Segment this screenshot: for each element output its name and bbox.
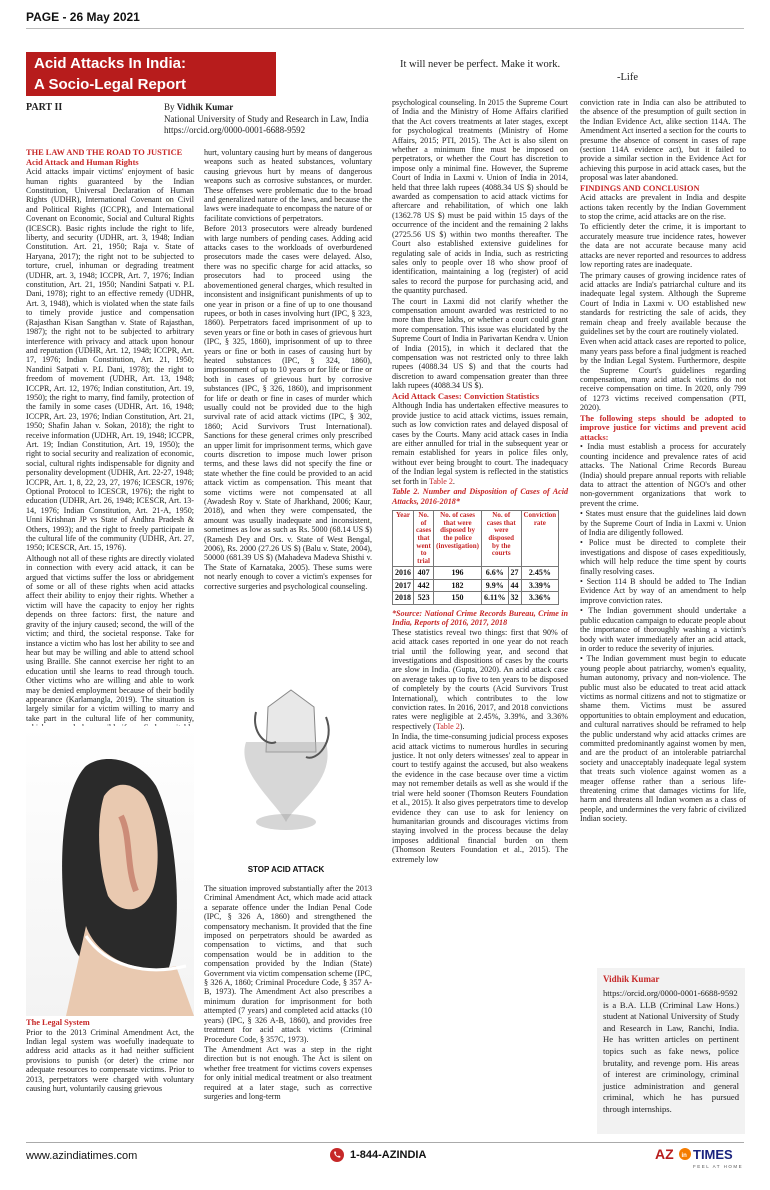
table-cell: 2018 bbox=[393, 592, 414, 604]
section-heading-law: THE LAW AND THE ROAD TO JUSTICE bbox=[26, 148, 183, 157]
paragraph: The primary causes of growing incidence rates of acid attacks are India's patriarchal culture and its inadequate legal system. Although the Supreme Court of India in Laxmi v. UO established new standards for restricting the sale of acids, they remain cheap and freely available because the guidelines set by the court are routinely violated. bbox=[580, 270, 746, 336]
paragraph-text: . bbox=[452, 476, 455, 486]
table-header-cell: No. of cases that were disposed by the police (investigation) bbox=[434, 511, 482, 567]
table-cell: 44 bbox=[508, 579, 521, 591]
paragraph-text: ). bbox=[459, 721, 465, 731]
table-cell: 6.11% bbox=[481, 592, 508, 604]
page-label: PAGE - 26 May 2021 bbox=[26, 10, 140, 24]
table-source: *Source: National Crime Records Bureau, Crime in India, Reports of 2016, 2017, 2018 bbox=[392, 608, 568, 628]
column-1-bottom bbox=[26, 1018, 194, 1138]
byline-orcid[interactable]: https://orcid.org/0000-0001-6688-9592 bbox=[164, 125, 306, 135]
bullet-item: • The Indian government should undertake a public education campaign to educate people about the importance of thoroughly washing a victim's body with water immediately after an acid attack, in order to reduce the severity of injuries. bbox=[580, 606, 746, 653]
paragraph: Acid attacks impair victims' enjoyment of basic human rights guaranteed by the Indian Constitution, Universal Declaration of Human Rights (UDHR), International Covenant on Civil and Political Rights (ICCPR), and International Covenant on Economic, Social and Cultural Rights (ICESCR). Basic rights include the right to life, liberty, and security (UDHR, art. 3, 1948; Indian Constitution. Art. 21, 1950; Raja v. State of Haryana, 2017); the right not to be subjected to torture, cruel, inhuman or degrading treatment (UDHR, art. 3, 1948; ICCPR, Art. 7, 1976; Indian constitution, Art. 21, 1950; Nandini Satpati v. P.L Dani, 1978); right to an effective remedy (UDHR, Art. 3, 1948), which is violated when the state fails to timely provide justice and compensation (Rajasthan Kisan Sangthan v. State of Rajasthan, 1987); the right not to be subjected to arbitrary interference with privacy and attack upon honour and reputation (UDHR, Art. 12, 1948; ICCPR, Art. 17, 1976; Indian Constitution, Art. 21, 1950; Nandini Satpati v. P.L Dani, 1978); the right to freedom of movement (UDHR, Art. 13, 1948; ICCPR, Art. 12, 1976; Indian constitution, Art. 19, 1950); the right to marry, find family, protection of the family in some cases (UDHR, Art. 16, 1948; ICCPR, Art. 23, 1976; Indian Constitution, Art. 21, 1950; Shafin Jahan v. Sokan, 2018); the right to receive information (UDHR, Art. 19, 1948; ICCPR, Art. 19; Indian Constitution, Art. 19, 1950); the right to social security and realization of economic, social, cultural rights indispensable for dignity and personality development (UDHR, Art. 22-27, 1948; ICCPR, Art. 1, 8, 22, 23, 27, 1976; ICESCR, 1976; Optional Protocol to ICESCR, 1976); the right to education (UDHR, Art. 26, 1948; ICESCR, Art. 13-14, 1976; Indian Constitution, Art. 21-A, 1950; Unni Krishnan JP vs State of Andhra Pradesh & Others, 1993); and the right to freely participate in the cultural life of the community (UDHR, Art. 27, 1950; ICESCR, Art. 15, 1976). bbox=[26, 167, 194, 553]
table-cell: 196 bbox=[434, 567, 482, 579]
phone-icon bbox=[330, 1148, 344, 1162]
section-heading-steps: The following steps should be adopted to improve justice for victims and prevent acid attacks: bbox=[580, 413, 746, 442]
part-label: PART II bbox=[26, 102, 63, 113]
column-4 bbox=[580, 98, 746, 964]
paragraph: The court in Laxmi did not clarify whether the compensation amount awarded was restricted to no more than three lakhs, or whether a court could grant more compensation. This issue was elucidated by the Supreme Court of India in Parivartan Kendra v. Union of India (2015), in which it declared that the compensation was not restricted only to three lakh rupees (4088.34 US $) and that the courts had discretion to award compensation greater than three lakh rupees (4088.34 US $). bbox=[392, 296, 568, 391]
section-heading-findings: FINDINGS AND CONCLUSION bbox=[580, 183, 700, 193]
acid-victim-illustration bbox=[26, 726, 194, 1016]
footer-phone-number: 1-844-AZINDIA bbox=[350, 1149, 427, 1161]
article-title-line2 bbox=[26, 74, 276, 96]
paragraph: Even when acid attack cases are reported to police, many years pass before a final judgment is reached by the Indian Legal System. Furthermore, despite the Supreme Court's guidelines regarding compensation, many acid attack victims do not receive compensation on time. In 2020, only 799 of 1273 victims received compensation (PTI, 2020). bbox=[580, 337, 746, 413]
bullet-item: • The Indian government must begin to educate young people about patriarchy, women's equality, human autonomy, privacy and non-violence. The public must also be educated to treat acid attack victims as normal citizens and not to stigmatize or shame them. Victims must be assured opportunities to obtain employment and education, and cultural narratives should be reframed to help the public understand why acid attacks crimes are committed predominantly against women by men, and are the product of an intolerable patriarchal society and unacceptably inadequate legal system that treats such violence against women as a meager offense rather than a serious life-threatening crime that damages victims for life, harm and threatens all Indian women as a class of people, and undermines the very fabric of civilized Indian society. bbox=[580, 654, 746, 824]
bullet-item: • States must ensure that the guidelines laid down by the Supreme Court of India in Laxmi v. Union of India are diligently followed. bbox=[580, 509, 746, 538]
table-header-cell: No. of cases that went to trial bbox=[414, 511, 434, 567]
column-2 bbox=[204, 148, 372, 672]
table-cell: 182 bbox=[434, 579, 482, 591]
column-1 bbox=[26, 148, 194, 726]
byline-prefix: By bbox=[164, 102, 175, 112]
top-rule bbox=[26, 28, 744, 29]
conviction-table bbox=[392, 510, 559, 604]
table-reference[interactable]: Table 2 bbox=[435, 721, 460, 731]
paragraph: The situation improved substantially after the 2013 Criminal Amendment Act, which made acid attack a separate offence under the Indian Penal Code (IPC, § 326 A, 1860) and strengthened the compensatory mechanism. It provided that the fine imposed on perpetrators should be awarded as compensation to victims, and that such compensation would be in addition to the compensation provided by the Indian (State) Government via victim compensation scheme (IPC, § 326 A, 1860; Criminal Procedure Code, § 357 A-B, 1973). The Amendment Act also prescribes a minimum duration for imprisonment for both attempted (7 years) and completed acid attacks (10 years) (IPC, § 326 A-B, 1860), and provides free treatment for acid attack victims (Criminal Procedure Code, § 357C, 1973). bbox=[204, 884, 372, 1044]
paragraph bbox=[392, 401, 568, 486]
section-heading-conviction-statistics: Acid Attack Cases: Conviction Statistics bbox=[392, 390, 540, 401]
table-row bbox=[393, 592, 559, 604]
paragraph: To efficiently deter the crime, it is important to accurately measure true incidence rates, however the data are not accurate because many acid attacks are never reported and resources to address low reporting rates are inadequate. bbox=[580, 222, 746, 270]
paragraph: The Amendment Act was a step in the right direction but is not enough. The Act is silent on whether free treatment for victims covers expenses for only initial medical treatment or also treatment required at a later stage, such as corrective surgeries and long-term bbox=[204, 1044, 372, 1101]
byline-affiliation: National University of Study and Research in Law, India bbox=[164, 113, 369, 124]
table-cell: 3.39% bbox=[521, 579, 559, 591]
paragraph: conviction rate in India can also be attributed to the absence of the presumption of guilt section in the Indian Evidence Act, alike section 114A. The Amendment Act inserted a section for the courts to presume the absence of consent in cases of rape (section 114A evidence act), but it failed to provide a similar section in the Evidence Act for achieving this purpose in acid attack cases, but the proposal was later abandoned. bbox=[580, 98, 746, 183]
table-cell: 27 bbox=[508, 567, 521, 579]
column-2-bottom bbox=[204, 884, 372, 1138]
stop-acid-attack-caption: STOP ACID ATTACK bbox=[247, 865, 325, 874]
table-cell: 442 bbox=[414, 579, 434, 591]
svg-text:in: in bbox=[681, 1153, 687, 1159]
table-cell: 523 bbox=[414, 592, 434, 604]
epigraph-quote bbox=[400, 58, 660, 84]
table-header-cell: Conviction rate bbox=[521, 511, 559, 567]
table-cell: 3.36% bbox=[521, 592, 559, 604]
paragraph: hurt, voluntary causing hurt by means of dangerous weapons such as heated substances, voluntary causing grievous hurt by means of dangerous weapons such as corrosive substances, or murder. These offenses were problematic due to the broad and generalized nature of the laws, and because the laws were inadequate to encompass the nature of or facilitate convictions of perpetrators. bbox=[204, 148, 372, 223]
table-cell: 32 bbox=[508, 592, 521, 604]
table-cell: 2.45% bbox=[521, 567, 559, 579]
table-row bbox=[393, 567, 559, 579]
table-header-row bbox=[393, 511, 559, 567]
table-cell: 407 bbox=[414, 567, 434, 579]
footer-rule bbox=[26, 1142, 744, 1143]
table-header-cell: No. of cases that were disposed by the courts bbox=[481, 511, 521, 567]
title-line2-text: A Socio-Legal Report bbox=[34, 76, 186, 93]
paragraph bbox=[392, 628, 568, 731]
column-3 bbox=[392, 98, 568, 1138]
bullet-item: • Police must be directed to complete their investigations and dispose of cases expeditiously, which will help reduce the time spent by courts finally resolving cases. bbox=[580, 538, 746, 576]
paragraph: In India, the time-consuming judicial process exposes acid attack victims to numerous hurdles in securing justice. It not only deters witnesses' zeal to appear in court to testify against the accused, but also weakens the evidence in the case because over time a victim may not remember details as well as she would if the trial were held sooner (Thomson Reuters Foundation et al., 2015). It also gives perpetrators time to develop evidence they can use to ask for leniency on humanitarian grounds and discourages victims from staying involved in the process because the delay imposes additional financial burden on them (Thomson Reuters Foundation et al., 2015). The extremely low bbox=[392, 732, 568, 864]
table-cell: 2017 bbox=[393, 579, 414, 591]
logo-tagline: FEEL AT HOME bbox=[693, 1164, 744, 1169]
paragraph: Acid attacks are prevalent in India and despite actions taken recently by the Indian Government to stop the crime, acid attacks are on the rise. bbox=[580, 193, 746, 222]
byline-author: Vidhik Kumar bbox=[176, 102, 234, 112]
paragraph-text: Although India has undertaken effective measures to provide justice to acid attack victims, issues remain, such as low conviction rates and delayed disposal of cases by the Courts. Many acid attack cases in India are either annulled for trial in the subsequent year or remain established for years in police files only, without ever being brought to court. The inadequacy of the Indian legal system is reflected in the statistics set forth in bbox=[392, 401, 568, 486]
table-cell: 9.9% bbox=[481, 579, 508, 591]
quote-author: -Life bbox=[617, 72, 638, 83]
svg-text:AZ: AZ bbox=[655, 1146, 674, 1162]
bio-title: Vidhik Kumar bbox=[603, 974, 660, 984]
paragraph-text: These statistics reveal two things: first that 90% of acid attack cases reported in one year do not reach trial until the following year, and second that investigations and dispositions of cases by the courts are slow in India. (Gupta, 2020). An acid attack case on average takes up to five to ten years to be disposed of completely by the courts (Acid Survivors Trust International), which contributes to the low conviction rates. In 2016, 2017, and 2018 convictions rates were negligible at 2.45%, 3.39%, and 3.36% respectively ( bbox=[392, 627, 568, 731]
footer-phone[interactable] bbox=[330, 1148, 426, 1162]
paragraph: Before 2013 prosecutors were already burdened with large numbers of pending cases. Adding acid attacks cases to the workloads of overburdened prosecutors made the cases were delayed. Also, there was no specific charge for acid attacks, so prosecutors had to proceed using the abovementioned general charges, which resulted in inconsistent and insignificant punishments of up to one year in prison or a fine of up to one thousand rupees, or both in cases involving hurt (IPC, § 323, 1860). Perpetrators faced imprisonment of up to seven years or fine or both in cases of grievous hurt (IPC, § 325, 1860), imprisonment of up to three years or fine or both in cases of causing hurt by heated substances (IPC, § 324, 1860), imprisonment of up to 10 years or for life or fine or both in cases of grievous hurt by corrosive substances (IPC, § 326, 1860), and imprisonment for life or death or fine in cases of murder which usually could not be provided due to the high survival rate of acid attack victims (IPC, § 302, 1860; Acid Survivors Trust International). Sanctions for these general crimes only prescribed an upper limit for imprisonment terms, which gave courts discretion to impose much lower prison terms, and these laws did not specify the fine or state whether the fine could be provided to an acid attack victim as compensation. This meant that some victims were not compensated at all (Awadesh Roy v. State of Jharkhand, 2006; Kaur, 2018), and when they were compensated, the amount was usually inadequate and inconsistent, sometimes as low as such as Rs. 5000 (68.14 US $) (Ramesh Dey and Ors. v. State of West Bengal, 2006), Rs. 2000 (27.26 US $) (Balu v. State, 2004), 50000 (681.39 US $) (Mahadeva Madeva Shisthi v. The State of Karnataka, 2005). These sums were not nearly enough to cover a victim's expenses for corrective surgeries and psychological counseling. bbox=[204, 224, 372, 591]
table-cell: 6.6% bbox=[481, 567, 508, 579]
table-header-cell: Year bbox=[393, 511, 414, 567]
stop-acid-attack-image bbox=[196, 672, 376, 882]
title-line1-text: Acid Attacks In India: bbox=[34, 55, 186, 72]
table-cell: 2016 bbox=[393, 567, 414, 579]
quote-text: It will never be perfect. Make it work. bbox=[400, 59, 561, 70]
paragraph: psychological counseling. In 2015 the Supreme Court of India and the Ministry of Home Affairs clarified that the Act covers treatments at later stages, except for psychological treatments (Ministry of Home Affairs, 2015; PTI, 2015). The Act is also silent on whether a minimum fine must be imposed on perpetrators, or whether the Court has discretion to impose only a minimal fine. However, the Supreme Court of India in Laxmi v. Union of India in 2014, held that three lakh rupees (4088.34 US $) should be awarded as compensation to acid attack victims for aftercare and rehabilitation, of which one lakh (1362.78 US $) must be paid within 15 days of the occurrence of the incident and the remaining 2 lakhs (2725.56 US $) within two months thereafter. The Court also established extensive guidelines for regulating sale of acids in India, such as restricting sales only to people over 18 who show proof of identification, maintaining a log (register) of acid sales to record the purpose for purchasing acid, and the quantity purchased. bbox=[392, 98, 568, 296]
bio-text: https://orcid.org/0000-0001-6688-9592 is a B.A. LLB (Criminal Law Hons.) student at National University of Study and Research in Law, Ranchi, India. He has written articles on pertinent topics such as fake news, police brutality, and revenge porn. His areas of interest are criminology, criminal justice administration and general criminal, which he has pursued through internships. bbox=[603, 988, 739, 1114]
svg-text:TIMES: TIMES bbox=[693, 1147, 733, 1162]
section-heading-human-rights: Acid Attack and Human Rights bbox=[26, 157, 139, 167]
footer-website-link[interactable]: www.azindiatimes.com bbox=[26, 1150, 138, 1162]
table-row bbox=[393, 579, 559, 591]
paragraph: Although not all of these rights are directly violated in connection with every acid attack, it can be argued that victims suffer the loss or abridgement of some or all of these rights when acid attacks affect their ability to enjoy their rights. Whether a victim will have the capacity to enjoy her rights depends on three factors: first, the nature and gravity of the injury caused; second, the will of the victim; and third, the societal response. Take for instance a victim who has lost her ability to see and hear but may be willing and able to attend school using Braille. She cannot exercise her right to an education until she learns to read through touch. Other victims who are willing and able to work may be denied employment because of their bodily appearance (Karlamangla, 2019). The situation is largely similar for a victim willing to marry and take part in the cultural life of her community, bbox=[26, 553, 194, 723]
az-india-times-logo bbox=[655, 1143, 745, 1171]
paragraph: Prior to the 2013 Criminal Amendment Act, the Indian legal system was woefully inadequate to address acid attacks as it had neither sufficient provisions to punish (or deter) the crime nor adequate resources to compensate victims. Prior to 2013, perpetrators were charged with voluntary causing hurt, voluntarily causing grievous bbox=[26, 1027, 194, 1094]
table-caption: Table 2. Number and Disposition of Cases of Acid Attacks, 2016-2018* bbox=[392, 487, 568, 506]
section-heading-legal-system: The Legal System bbox=[26, 1018, 90, 1027]
bullet-item: • India must establish a process for accurately counting incidence and prevalence rates of acid attacks. The National Crime Records Bureau (India) should prepare annual reports with reliable data to attract the attention of NGO's and other non-government organizations that work to prevent the crime. bbox=[580, 442, 746, 508]
bullet-item: • Section 114 B should be added to The Indian Evidence Act by way of an amendment to help improve conviction rates. bbox=[580, 577, 746, 605]
table-reference[interactable]: Table 2 bbox=[428, 476, 453, 486]
table-cell: 150 bbox=[434, 592, 482, 604]
author-bio-box bbox=[597, 968, 745, 1134]
